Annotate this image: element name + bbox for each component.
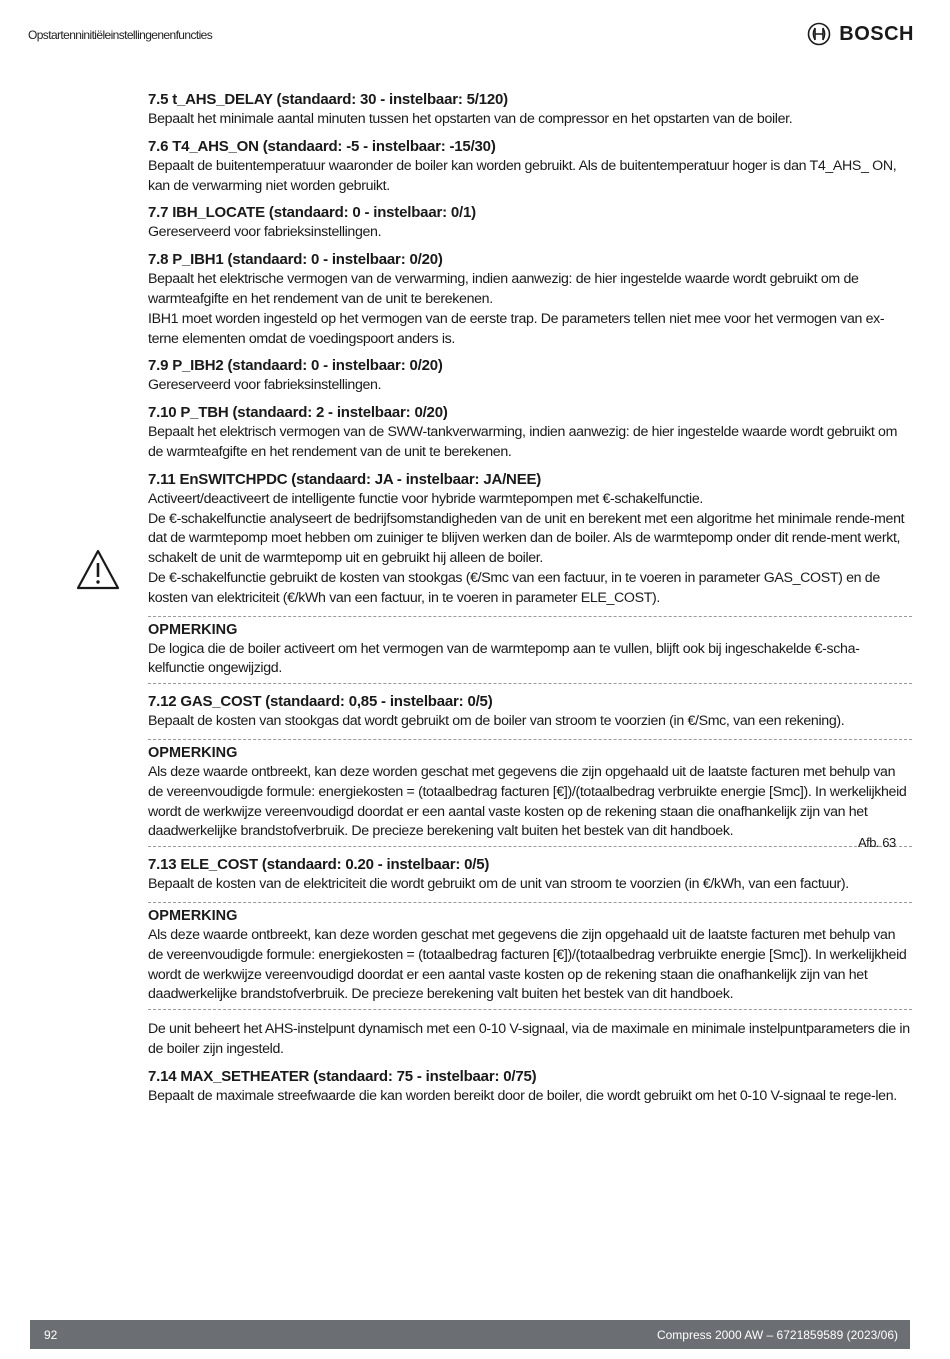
note-box: [148, 616, 912, 685]
section-paragraph: De €-schakelfunctie gebruikt de kosten van stookgas (€/Smc van een factuur, in te voeren in parameter GAS_COST) en de kosten van elektriciteit (€/kWh van een factuur, in te voeren in parameter ELE_COST).: [148, 569, 880, 606]
note-box: [148, 739, 912, 847]
section-7-14: [148, 1067, 912, 1107]
brand-name: BOSCH: [839, 22, 914, 45]
section-paragraph: Bepaalt het minimale aantal minuten tussen het opstarten van de compressor en het opstarten van de boiler.: [148, 111, 793, 127]
section-paragraph: Bepaalt de maximale streefwaarde die kan worden bereikt door de boiler, die wordt gebruikt om het 0-10 V-signaal te rege-len.: [148, 1087, 897, 1104]
bosch-armature-icon: [807, 22, 831, 46]
note-text: Als deze waarde ontbreekt, kan deze worden geschat met gegevens die zijn opgehaald uit de laatste facturen met behulp van de vereenvoudigde formule: energiekosten = (totaalbedrag facturen [€])/(totaalbedrag verbruikte energie [Smc]). In werkelijkheid wordt de werkwijze vereenvoudigd doordat er een aantal vaste kosten op de rekening staan die onafhankelijk zijn van het daadwerkelijke brandstofverbruik. De precieze berekening valt buiten het bestek van dit handboek.: [148, 763, 907, 840]
section-paragraph: De €-schakelfunctie analyseert de bedrijfsomstandigheden van de unit en berekent met een algoritme het minimale rende-ment dat de warmtepomp moet hebben om zuiniger te blijven werken dan de boiler. Als de warmtepomp onder dit rende-ment werkt, schakelt de unit de warmtepomp uit en gebruikt hij alleen de boiler.: [148, 510, 905, 567]
section-title: 7.8 P_IBH1 (standaard: 0 - instelbaar: 0/20): [148, 251, 443, 269]
section-7-6: [148, 137, 912, 197]
page-footer: [30, 1320, 910, 1349]
section-paragraph: IBH1 moet worden ingesteld op het vermogen van de eerste trap. De parameters tellen niet mee voor het vermogen van ex-terne elementen omdat de voedingspoort anders is.: [148, 310, 885, 347]
section-title: 7.5 t_AHS_DELAY (standaard: 30 - instelbaar: 5/120): [148, 91, 508, 108]
section-7-11: [148, 470, 912, 609]
section-7-13: [148, 855, 912, 895]
section-title: 7.7 IBH_LOCATE (standaard: 0 - instelbaar: 0/1): [148, 204, 476, 222]
note-title: OPMERKING: [148, 621, 238, 638]
document-reference: Compress 2000 AW – 6721859589 (2023/06): [656, 1327, 898, 1342]
warning-triangle-icon: [75, 548, 121, 592]
section-7-5: [148, 90, 912, 130]
note-text: Als deze waarde ontbreekt, kan deze worden geschat met gegevens die zijn opgehaald uit de laatste facturen met behulp van de vereenvoudigde formule: energiekosten = (totaalbedrag facturen [€])/(totaalbedrag verbruikte energie [Smc]). In werkelijkheid wordt de werkwijze vereenvoudigd doordat er een aantal vaste kosten op de rekening staan die onafhankelijk zijn van het daadwerkelijke brandstofverbruik. De precieze berekening valt buiten het bestek van dit handboek.: [148, 926, 907, 1003]
figure-reference: Afb. 63: [858, 835, 896, 850]
section-title: 7.6 T4_AHS_ON (standaard: -5 - instelbaar: -15/30): [148, 137, 496, 155]
section-7-7: [148, 203, 912, 243]
section-paragraph: Activeert/deactiveert de intelligente functie voor hybride warmtepompen met €-schakelfunctie.: [148, 490, 703, 507]
section-title: 7.14 MAX_SETHEATER (standaard: 75 - instelbaar: 0/75): [148, 1067, 537, 1085]
section-paragraph: Bepaalt de kosten van de elektriciteit die wordt gebruikt om de unit van stroom te voorzien (in €/kWh, van een factuur).: [148, 876, 849, 893]
section-paragraph: Gereserveerd voor fabrieksinstellingen.: [148, 224, 382, 241]
section-paragraph: Gereserveerd voor fabrieksinstellingen.: [148, 377, 382, 394]
section-paragraph: Bepaalt de buitentemperatuur waaronder de boiler kan worden gebruikt. Als de buitentemperatuur hoger is dan T4_AHS_ ON, kan de verwarming niet worden gebruikt.: [148, 157, 897, 194]
note-title: OPMERKING: [148, 907, 238, 924]
note-text: De logica die de boiler activeert om het vermogen van de warmtepomp aan te vullen, blijft ook bij ingeschakelde €-scha-kelfunctie ongewijzigd.: [148, 640, 860, 677]
section-title: 7.11 EnSWITCHPDC (standaard: JA - instelbaar: JA/NEE): [148, 470, 542, 488]
section-title: 7.10 P_TBH (standaard: 2 - instelbaar: 0/20): [148, 404, 448, 422]
section-paragraph: Bepaalt het elektrische vermogen van de verwarming, indien aanwezig: de hier ingestelde waarde wordt gebruikt om de warmteafgifte en het rendement van de unit te berekenen.: [148, 271, 859, 307]
section-title: 7.9 P_IBH2 (standaard: 0 - instelbaar: 0/20): [148, 357, 443, 375]
running-header: Opstartenninitiëleinstellingenenfuncties: [28, 28, 213, 42]
intro-paragraph: De unit beheert het AHS-instelpunt dynamisch met een 0-10 V-signaal, via de maximale en minimale instelpuntparameters die in de boiler zijn ingesteld.: [148, 1021, 910, 1057]
section-paragraph: Bepaalt de kosten van stookgas dat wordt gebruikt om de boiler van stroom te voorzien (in €/Smc, van een rekening).: [148, 713, 845, 730]
section-7-9: [148, 356, 912, 396]
bosch-logo: [807, 22, 914, 46]
note-title: OPMERKING: [148, 744, 238, 761]
section-7-10: [148, 403, 912, 463]
section-7-8: [148, 250, 912, 349]
note-box: [148, 902, 912, 1010]
main-content: [148, 90, 912, 1114]
section-title: 7.12 GAS_COST (standaard: 0,85 - instelbaar: 0/5): [148, 693, 493, 711]
section-paragraph: Bepaalt het elektrisch vermogen van de SWW-tankverwarming, indien aanwezig: de hier ingestelde waarde wordt gebruikt om de warmteafgifte en het rendement van de unit te berekenen.: [148, 424, 898, 460]
section-7-12: [148, 692, 912, 732]
section-title: 7.13 ELE_COST (standaard: 0.20 - instelbaar: 0/5): [148, 856, 490, 874]
page-number: 92: [44, 1327, 58, 1342]
